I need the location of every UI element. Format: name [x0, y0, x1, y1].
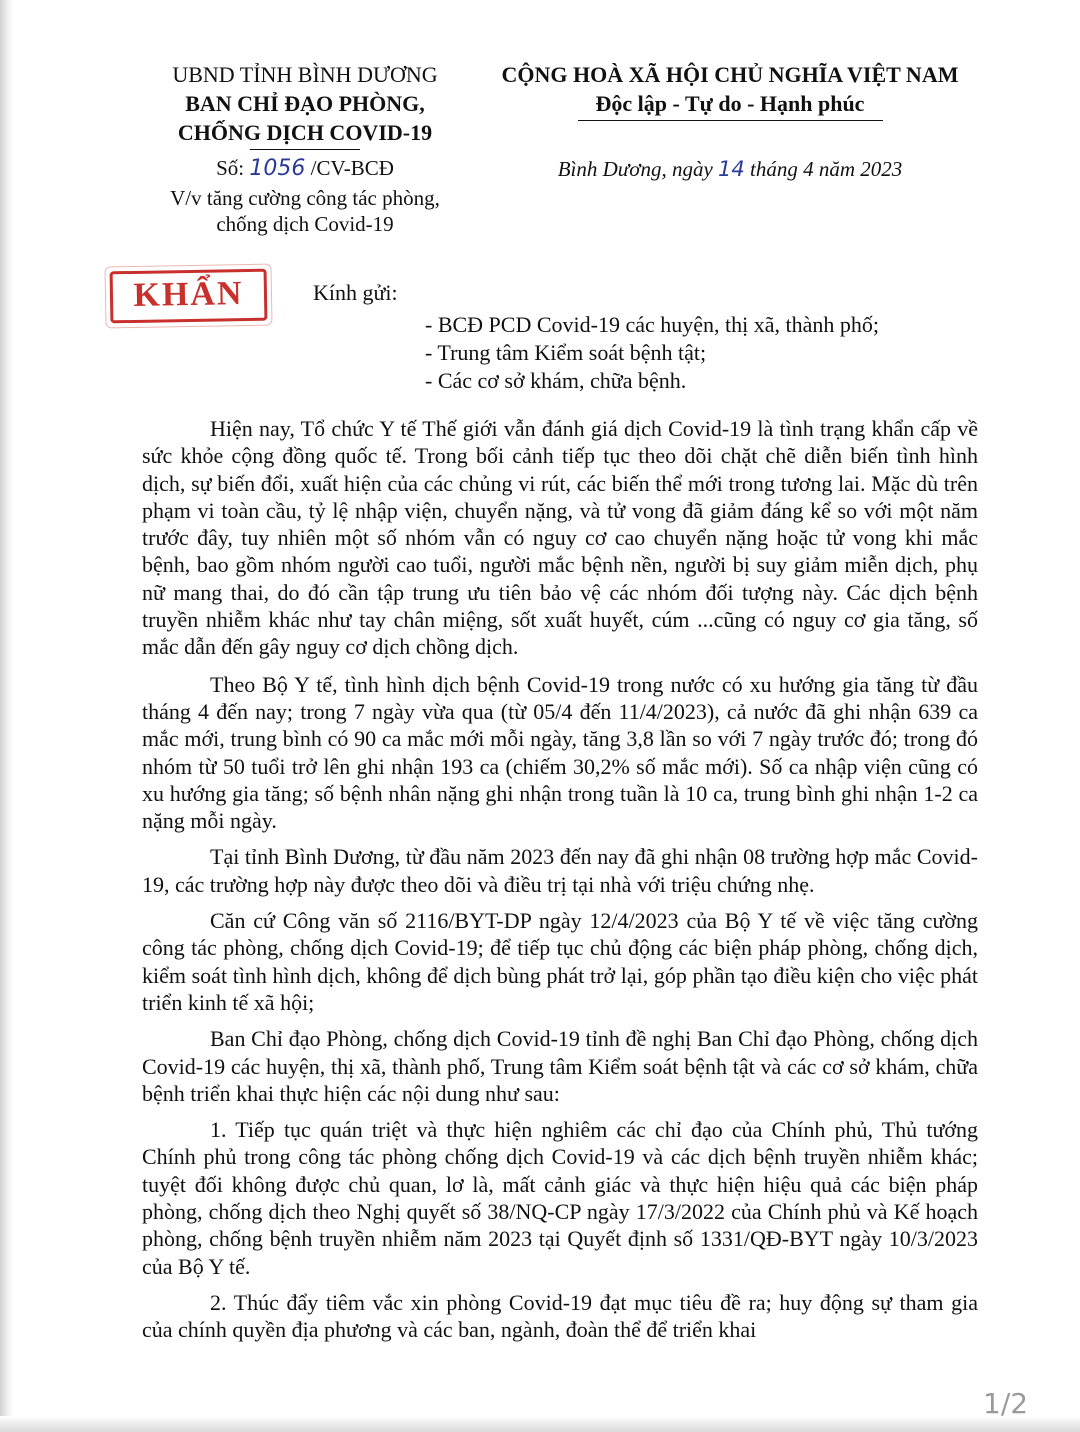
- document-number: [140, 155, 470, 182]
- paragraph: 2. Thúc đẩy tiêm vắc xin phòng Covid-19 đạt mục tiêu đề ra; huy động sự tham gia của chính quyền địa phương và các ban, ngành, đoàn thể để triển khai: [142, 1289, 978, 1343]
- national-motto-block: [470, 60, 990, 121]
- recipient-item: - BCĐ PCD Covid-19 các huyện, thị xã, thành phố;: [425, 312, 880, 337]
- document-date: [470, 157, 990, 182]
- issuer-committee-2: CHỐNG DỊCH COVID-19: [177, 120, 433, 145]
- recipients-list: [425, 311, 879, 395]
- national-name: CỘNG HOÀ XÃ HỘI CHỦ NGHĨA VIỆT NAM: [501, 62, 959, 87]
- page-indicator: 1/2: [983, 1387, 1029, 1420]
- paragraph: Hiện nay, Tổ chức Y tế Thế giới vẫn đánh giá dịch Covid-19 là tình trạng khẩn cấp về sức khỏe cộng đồng quốc tế. Trong bối cảnh tiếp tục theo dõi chặt chẽ diễn biến tình hình dịch, sự biến đổi, xuất hiện của các chủng vi rút, các biến thể mới trong tương lai. Mặc dù trên phạm vi toàn cầu, tỷ lệ nhập viện, chuyển nặng, và tử vong đã giảm đáng kể so với một năm trước đây, tuy nhiên một số nhóm vẫn có nguy cơ cao chuyển nặng hoặc tử vong khi mắc bệnh, bao gồm nhóm người cao tuổi, người mắc bệnh nền, người bị suy giảm miễn dịch, phụ nữ mang thai, do đó cần tập trung ưu tiên bảo vệ các nhóm đối tượng này. Các dịch bệnh truyền nhiễm khác như tay chân miệng, sốt xuất huyết, cúm ...cũng có nguy cơ gia tăng, số mắc dẫn đến gây nguy cơ dịch chồng dịch.: [142, 416, 978, 660]
- document-body: [142, 415, 978, 1353]
- issuer-province: UBND TỈNH BÌNH DƯƠNG: [172, 62, 438, 87]
- issuer-underline: [250, 149, 360, 150]
- paragraph: 1. Tiếp tục quán triệt và thực hiện nghiêm các chỉ đạo của Chính phủ, Thủ tướng Chính phủ trong công tác phòng chống dịch Covid-19 và các dịch bệnh truyền nhiễm khác; tuyệt đối không được chủ quan, lơ là, mất cảnh giác và thực hiện hiệu quả các biện pháp phòng, chống dịch theo Nghị quyết số 38/NQ-CP ngày 17/3/2022 của Chính phủ và Kế hoạch phòng, chống bệnh truyền nhiễm năm 2023 tại Quyết định số 1331/QĐ-BYT ngày 10/3/2023 của Bộ Y tế.: [142, 1117, 978, 1279]
- date-prefix: Bình Dương, ngày: [557, 157, 719, 181]
- issuer-block: [140, 60, 470, 150]
- subject-line-1: V/v tăng cường công tác phòng,: [170, 186, 440, 210]
- date-day-handwritten: 14: [718, 157, 745, 181]
- paragraph: Căn cứ Công văn số 2116/BYT-DP ngày 12/4/2023 của Bộ Y tế về việc tăng cường công tác phòng, chống dịch Covid-19; để tiếp tục chủ động các biện pháp phòng, chống dịch, kiểm soát tình hình dịch, không để dịch bùng phát trở lại, góp phần tạo điều kiện cho việc phát triển kinh tế xã hội;: [142, 908, 978, 1015]
- recipient-item: - Trung tâm Kiểm soát bệnh tật;: [425, 340, 707, 365]
- issuer-committee: BAN CHỈ ĐẠO PHÒNG,: [185, 91, 425, 116]
- paragraph: Theo Bộ Y tế, tình hình dịch bệnh Covid-19 trong nước có xu hướng gia tăng từ đầu tháng 4 đến nay; trong 7 ngày vừa qua (từ 05/4 đến 11/4/2023), cả nước đã ghi nhận 639 ca mắc mới, trung bình có 90 ca mắc mới mỗi ngày, tăng 3,8 lần so với 7 ngày trước đó; trong đó nhóm từ 50 tuổi trở lên ghi nhận 193 ca (chiếm 30,2% số mắc mới). Số ca nhập viện cũng có xu hướng gia tăng; số bệnh nhân nặng ghi nhận trong tuần là 10 ca, trung bình ghi nhận 1-2 ca nặng mỗi ngày.: [142, 671, 978, 834]
- recipients-title: Kính gửi:: [313, 280, 398, 305]
- paragraph: Tại tỉnh Bình Dương, từ đầu năm 2023 đến nay đã ghi nhận 08 trường hợp mắc Covid-19, các trường hợp này được theo dõi và điều trị tại nhà với triệu chứng nhẹ.: [142, 844, 978, 897]
- paragraph: Ban Chỉ đạo Phòng, chống dịch Covid-19 tỉnh đề nghị Ban Chỉ đạo Phòng, chống dịch Covid-19 các huyện, thị xã, thành phố, Trung tâm Kiểm soát bệnh tật và các cơ sở khám, chữa bệnh triển khai thực hiện các nội dung như sau:: [142, 1026, 978, 1106]
- subject-line-2: chống dịch Covid-19: [216, 212, 394, 236]
- date-suffix: tháng 4 năm 2023: [744, 157, 903, 181]
- doc-number-prefix: Số:: [216, 156, 250, 180]
- document-subject: [140, 185, 470, 237]
- doc-number-suffix: /CV-BCĐ: [305, 156, 394, 180]
- motto-underline: [578, 120, 883, 121]
- doc-number-handwritten: 1056: [249, 156, 306, 181]
- national-motto: Độc lập - Tự do - Hạnh phúc: [595, 91, 865, 116]
- scan-shadow-bottom: [0, 1416, 1080, 1432]
- urgent-stamp: KHẨN: [110, 269, 268, 324]
- scan-shadow: [0, 0, 14, 1432]
- recipient-item: - Các cơ sở khám, chữa bệnh.: [425, 368, 687, 393]
